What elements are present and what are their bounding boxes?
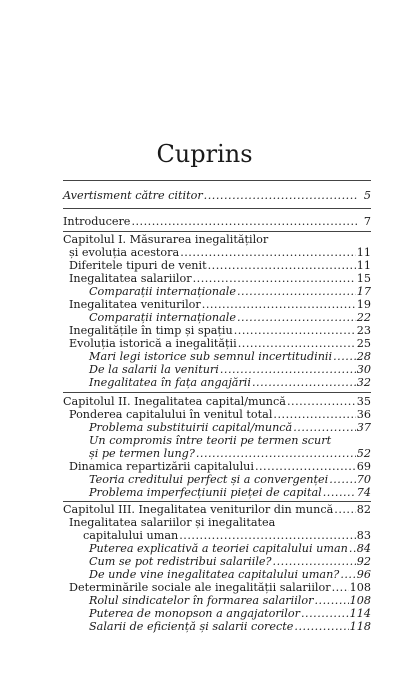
toc-entry-first-line[interactable]: Inegalitatea salariilor și inegalitatea: [69, 516, 276, 529]
toc-leader-dots: [237, 311, 356, 324]
toc-entry[interactable]: [63, 503, 371, 516]
toc-entry-text: Problema substituirii capital/muncă: [89, 421, 293, 434]
toc-entry[interactable]: [89, 285, 371, 298]
toc-entry[interactable]: [89, 555, 371, 568]
toc-entry-text: Ponderea capitalului în venitul total: [69, 408, 273, 421]
toc-leader-dots: [234, 324, 356, 337]
toc-leader-dots: [287, 395, 356, 408]
toc-entry-text: Inegalitatea veniturilor: [69, 298, 201, 311]
toc-leader-dots: [220, 363, 356, 376]
toc-entry[interactable]: [69, 581, 371, 594]
toc-leader-dots: [294, 620, 348, 633]
toc-entry-page: 7: [363, 215, 371, 228]
toc-entry-page: 11: [356, 246, 371, 259]
toc-entry-page: 15: [356, 272, 371, 285]
toc-entry-page: 83: [356, 529, 371, 542]
toc-entry-text: Salarii de eficiență și salarii corecte: [89, 620, 294, 633]
section-rule: [63, 501, 371, 502]
toc-entry-text: Introducere: [63, 215, 131, 228]
toc-entry[interactable]: [69, 246, 371, 259]
toc-entry-text: și evoluția acestora: [69, 246, 180, 259]
toc-leader-dots: [333, 350, 356, 363]
toc-entry-text: De unde vine inegalitatea capitalului uman?: [89, 568, 340, 581]
toc-leader-dots: [196, 447, 356, 460]
toc-entry-text: Teoria creditului perfect și a convergenței: [89, 473, 329, 486]
toc-leader-dots: [349, 542, 356, 555]
toc-entry[interactable]: [69, 272, 371, 285]
toc-leader-dots: [332, 581, 349, 594]
toc-entry[interactable]: [89, 376, 371, 389]
toc-entry-page: 35: [356, 395, 371, 408]
toc-entry-page: 32: [356, 376, 371, 389]
toc-entry-page: 96: [356, 568, 371, 581]
toc-entry[interactable]: [89, 486, 371, 499]
toc-entry-text: capitalului uman: [83, 529, 179, 542]
toc-entry[interactable]: [89, 311, 371, 324]
toc-entry-page: 114: [349, 607, 371, 620]
toc-entry-page: 118: [349, 620, 371, 633]
section-rule: [63, 392, 371, 393]
toc-entry-text: Mari legi istorice sub semnul incertitudinii: [89, 350, 333, 363]
toc-entry[interactable]: [89, 568, 371, 581]
toc-leader-dots: [202, 298, 356, 311]
toc-entry-text: Cum se pot redistribui salariile?: [89, 555, 272, 568]
toc-entry-page: 23: [356, 324, 371, 337]
toc-entry-text: Inegalitatea în fața angajării: [89, 376, 251, 389]
toc-entry-page: 30: [356, 363, 371, 376]
toc-entry-text: Puterea explicativă a teoriei capitalului uman: [89, 542, 348, 555]
toc-entry[interactable]: [69, 259, 371, 272]
toc-entry-text: Determinările sociale ale inegalității salariilor: [69, 581, 331, 594]
toc-entry-page: 22: [356, 311, 371, 324]
toc-entry-text: Dinamica repartizării capitalului: [69, 460, 254, 473]
toc-leader-dots: [204, 189, 358, 202]
toc-leader-dots: [273, 408, 355, 421]
toc-leader-dots: [180, 246, 356, 259]
toc-entry-page: 70: [356, 473, 371, 486]
toc-entry-page: 69: [356, 460, 371, 473]
toc-entry-page: 82: [356, 503, 371, 516]
toc-entry-page: 52: [356, 447, 371, 460]
page-title: Cuprins: [156, 140, 253, 169]
toc-entry-text: și pe termen lung?: [89, 447, 195, 460]
toc-leader-dots: [131, 215, 358, 228]
toc-leader-dots: [238, 337, 356, 350]
toc-leader-dots: [314, 594, 348, 607]
toc-entry-page: 108: [349, 594, 371, 607]
toc-entry-page: 11: [356, 259, 371, 272]
toc-entry[interactable]: [69, 298, 371, 311]
chapter-heading-line[interactable]: Capitolul I. Măsurarea inegalităților: [63, 233, 269, 246]
toc-entry-page: 74: [356, 486, 371, 499]
toc-leader-dots: [301, 607, 349, 620]
toc-leader-dots: [252, 376, 356, 389]
toc-entry-text: Capitolul II. Inegalitatea capital/muncă: [63, 395, 286, 408]
toc-entry-text: Diferitele tipuri de venit: [69, 259, 207, 272]
toc-leader-dots: [323, 486, 356, 499]
toc-entry[interactable]: [69, 337, 371, 350]
toc-entry-text: Comparații internaționale: [89, 285, 236, 298]
toc-entry-page: 84: [356, 542, 371, 555]
toc-entry-text: Evoluția istorică a inegalității: [69, 337, 237, 350]
toc-entry[interactable]: [89, 350, 371, 363]
toc-entry[interactable]: [63, 215, 371, 228]
toc-entry-page: 92: [356, 555, 371, 568]
toc-leader-dots: [273, 555, 356, 568]
toc-entry-page: 37: [356, 421, 371, 434]
toc-entry[interactable]: [83, 529, 371, 542]
toc-leader-dots: [340, 568, 355, 581]
toc-entry[interactable]: [89, 542, 371, 555]
toc-entry[interactable]: [89, 447, 371, 460]
toc-entry-text: De la salarii la venituri: [89, 363, 219, 376]
section-rule: [63, 231, 371, 232]
toc-entry-text: Problema imperfecțiunii pieței de capital: [89, 486, 322, 499]
toc-entry[interactable]: [89, 594, 371, 607]
toc-entry-page: 36: [356, 408, 371, 421]
toc-entry-text: Puterea de monopson a angajatorilor: [89, 607, 300, 620]
toc-entry[interactable]: [63, 189, 371, 202]
toc-leader-dots: [293, 421, 356, 434]
toc-entry[interactable]: [69, 408, 371, 421]
toc-entry-text: Avertisment către cititor: [63, 189, 203, 202]
toc-entry[interactable]: [89, 363, 371, 376]
toc-entry[interactable]: [63, 395, 371, 408]
toc-entry-page: 108: [349, 581, 371, 594]
toc-entry-page: 25: [356, 337, 371, 350]
toc-leader-dots: [193, 272, 356, 285]
section-rule: [63, 208, 371, 209]
toc-entry[interactable]: [89, 607, 371, 620]
toc-leader-dots: [208, 259, 356, 272]
toc-entry-page: 17: [356, 285, 371, 298]
toc-entry[interactable]: [69, 460, 371, 473]
toc-entry-text: Inegalitățile în timp și spațiu: [69, 324, 233, 337]
toc-leader-dots: [255, 460, 356, 473]
toc-entry-page: 28: [356, 350, 371, 363]
top-rule: [63, 180, 371, 181]
toc-leader-dots: [237, 285, 356, 298]
toc-entry-first-line[interactable]: Un compromis între teorii pe termen scurt: [89, 434, 332, 447]
toc-entry-text: Comparații internaționale: [89, 311, 236, 324]
toc-entry[interactable]: [69, 324, 371, 337]
toc-leader-dots: [329, 473, 356, 486]
toc-entry-text: Inegalitatea salariilor: [69, 272, 192, 285]
toc-entry-page: 5: [363, 189, 371, 202]
toc-entry[interactable]: [89, 620, 371, 633]
toc-entry-text: Rolul sindicatelor în formarea salariilor: [89, 594, 314, 607]
toc-entry[interactable]: [89, 421, 371, 434]
toc-leader-dots: [179, 529, 356, 542]
toc-entry[interactable]: [89, 473, 371, 486]
toc-entry-text: Capitolul III. Inegalitatea veniturilor din muncă: [63, 503, 334, 516]
toc-entry-page: 19: [356, 298, 371, 311]
toc-leader-dots: [334, 503, 355, 516]
